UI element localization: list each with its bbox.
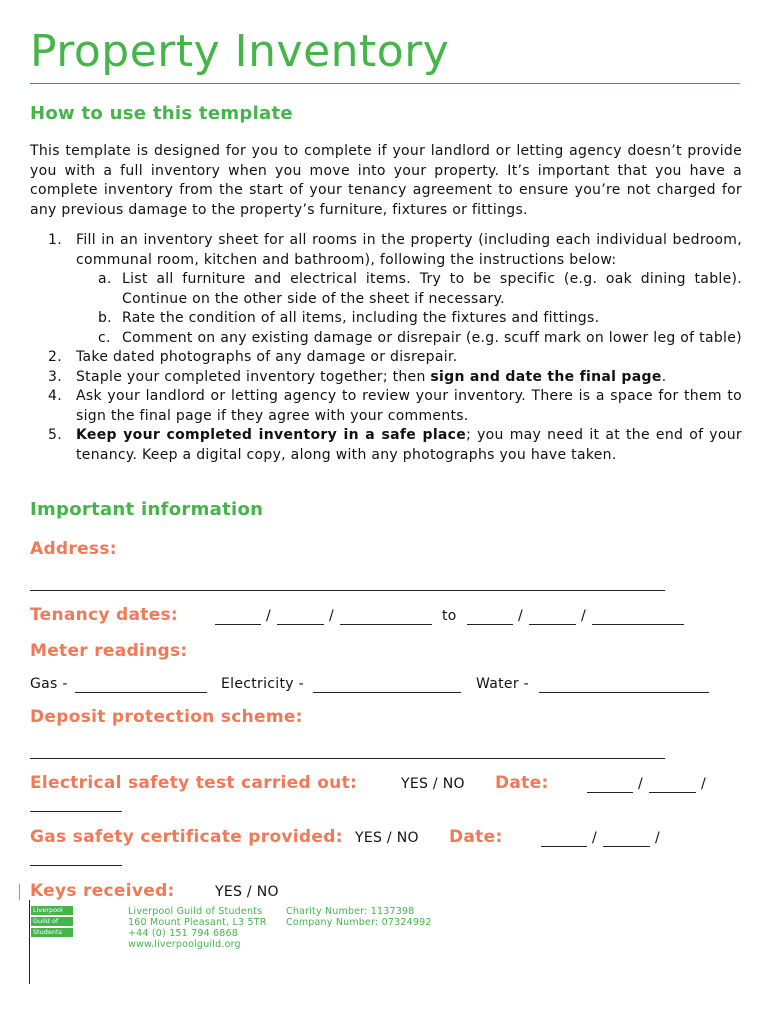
electricity-label: Electricity - — [221, 676, 304, 692]
how-to-heading: How to use this template — [30, 103, 293, 124]
substep-text: List all furniture and electrical items. Try to be specific (e.g. oak dining table). Continue on the other side of the sheet if necessary. — [122, 271, 742, 307]
address-label: Address: — [30, 539, 117, 559]
date-separator: / — [266, 608, 272, 624]
step-text: Fill in an inventory sheet for all rooms in the property (including each individual bedroom, communal room, kitchen and bathroom), following the instructions below: — [76, 232, 742, 268]
gas-cert-day-field[interactable] — [541, 846, 587, 847]
step-bold-text: sign and date the final page — [430, 368, 662, 385]
gas-cert-year-field[interactable] — [30, 865, 122, 866]
water-label: Water - — [476, 676, 529, 692]
page-title: Property Inventory — [30, 26, 450, 77]
gas-label: Gas - — [30, 676, 68, 692]
step-number: 1. — [48, 232, 62, 248]
electrical-day-field[interactable] — [587, 792, 633, 793]
deposit-scheme-label: Deposit protection scheme: — [30, 707, 303, 727]
footer-org-name: Liverpool Guild of Students — [128, 906, 263, 917]
step-number: 4. — [48, 388, 62, 404]
step-text: ; you may need it at the end of your tenancy. Keep a digital copy, along with any photographs you have taken. — [76, 427, 742, 463]
substep-letter: b. — [98, 310, 112, 326]
logo-line: Guild of — [31, 917, 73, 926]
footer-street: 160 Mount Pleasant, L3 5TR — [128, 917, 267, 928]
gas-certificate-label: Gas safety certificate provided: — [30, 827, 343, 847]
substep-text: Rate the condition of all items, including the fixtures and fittings. — [122, 310, 600, 326]
footer-website-link[interactable]: www.liverpoolguild.org — [128, 939, 241, 950]
list-item — [30, 348, 742, 368]
date-separator: / — [329, 608, 335, 624]
intro-paragraph: This template is designed for you to complete if your landlord or letting agency doesn’t provide you with a full inventory when you move into your property. It’s important that you have a complete inventory from the start of your tenancy agreement to ensure you’re not charged for any previous damage to the property’s furniture, fixtures or fittings. — [30, 143, 742, 218]
footer-phone: +44 (0) 151 794 6868 — [128, 928, 239, 939]
step-text: Staple your completed inventory together; then — [76, 368, 431, 385]
list-item — [30, 426, 742, 465]
step-text: Take dated photographs of any damage or disrepair. — [76, 349, 458, 365]
keys-yes-no[interactable]: YES / NO — [215, 884, 279, 900]
footer-address — [128, 906, 267, 950]
step-bold-text: Keep your completed inventory in a safe place — [76, 427, 467, 443]
tenancy-end-year-field[interactable] — [592, 624, 684, 625]
step-text: . — [661, 368, 667, 385]
electrical-month-field[interactable] — [649, 792, 696, 793]
substep-letter: c. — [98, 329, 111, 346]
address-field[interactable] — [30, 590, 665, 591]
substep-letter: a. — [98, 271, 112, 287]
keys-received-label: Keys received: — [30, 881, 175, 901]
electrical-test-label: Electrical safety test carried out: — [30, 773, 358, 793]
list-item — [76, 270, 742, 309]
date-separator: / — [518, 608, 524, 624]
step-text: Ask your landlord or letting agency to review your inventory. There is a space for them to sign the final page if they agree with your comments. — [76, 388, 742, 424]
footer-mark — [19, 884, 20, 900]
list-item — [30, 368, 742, 388]
tenancy-dates-label: Tenancy dates: — [30, 605, 179, 625]
list-item — [30, 231, 742, 270]
date-separator: / — [638, 776, 644, 792]
list-item — [76, 329, 742, 349]
tenancy-start-year-field[interactable] — [340, 624, 432, 625]
gas-reading-field[interactable] — [75, 692, 207, 693]
logo-line: Liverpool — [31, 906, 73, 915]
list-item — [30, 387, 742, 426]
step-number: 5. — [48, 427, 62, 443]
date-separator: / — [581, 608, 587, 624]
company-number: Company Number: 07324992 — [286, 917, 432, 928]
water-reading-field[interactable] — [539, 692, 709, 693]
footer-registration — [286, 906, 432, 928]
deposit-scheme-field[interactable] — [30, 758, 665, 759]
footer-divider — [29, 900, 30, 984]
instruction-list — [30, 231, 742, 465]
list-item — [76, 309, 742, 329]
substep-text: Comment on any existing damage or disrepair (e.g. scuff mark on lower leg of table) — [122, 329, 742, 346]
step-number: 3. — [48, 368, 62, 385]
electrical-yes-no[interactable]: YES / NO — [401, 776, 465, 792]
gas-cert-yes-no[interactable]: YES / NO — [355, 830, 419, 846]
charity-number: Charity Number: 1137398 — [286, 906, 415, 917]
date-separator: / — [701, 776, 707, 792]
electrical-date-label: Date: — [495, 773, 549, 793]
date-separator: / — [655, 830, 661, 846]
tenancy-start-day-field[interactable] — [215, 624, 261, 625]
logo-line: Students — [31, 928, 73, 937]
gas-cert-date-label: Date: — [449, 827, 503, 847]
tenancy-to-label: to — [442, 608, 457, 624]
meter-readings-label: Meter readings: — [30, 641, 188, 661]
important-heading: Important information — [30, 499, 264, 520]
date-separator: / — [592, 830, 598, 846]
tenancy-end-month-field[interactable] — [529, 624, 576, 625]
tenancy-end-day-field[interactable] — [467, 624, 513, 625]
tenancy-start-month-field[interactable] — [277, 624, 324, 625]
electricity-reading-field[interactable] — [313, 692, 461, 693]
step-number: 2. — [48, 349, 62, 365]
electrical-year-field[interactable] — [30, 811, 122, 812]
title-rule — [30, 83, 740, 84]
gas-cert-month-field[interactable] — [603, 846, 650, 847]
